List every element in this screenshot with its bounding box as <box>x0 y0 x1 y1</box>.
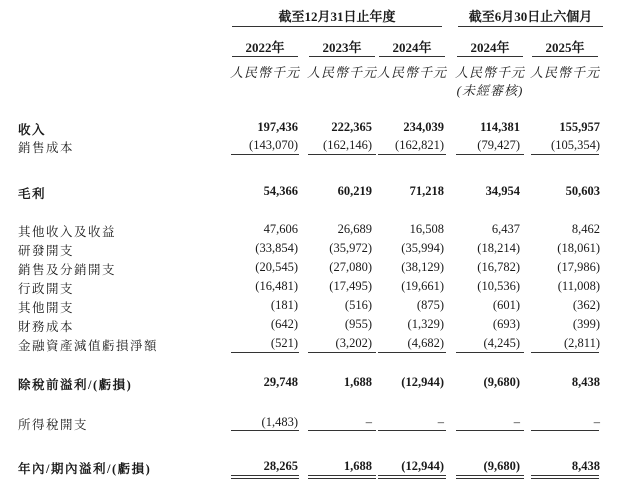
row-label: 研發開支 <box>18 244 75 258</box>
cell-value: (12,944) <box>401 459 444 473</box>
row-label: 其他收入及收益 <box>18 225 117 239</box>
cell-value: (18,061) <box>557 241 600 255</box>
cell-value: (33,854) <box>255 241 298 255</box>
cell-value: – <box>593 415 600 429</box>
subtotal-rule <box>378 154 446 155</box>
total-double-rule <box>308 475 376 479</box>
header-h1-group: 截至6月30日止六個月 <box>468 9 593 24</box>
cell-value: 26,689 <box>337 222 372 236</box>
subtotal-rule <box>308 430 376 431</box>
cell-value: (12,944) <box>401 375 444 389</box>
column-unit: 人民幣千元 <box>376 65 447 80</box>
cell-value: 47,606 <box>263 222 298 236</box>
cell-value: (181) <box>270 298 298 312</box>
cell-value: (399) <box>572 317 600 331</box>
cell-value: (19,661) <box>401 279 444 293</box>
cell-value: (35,972) <box>329 241 372 255</box>
cell-value: (20,545) <box>255 260 298 274</box>
subtotal-rule <box>456 430 524 431</box>
cell-value: (601) <box>492 298 520 312</box>
cell-value: 60,219 <box>337 184 372 198</box>
column-year: 2024年 <box>392 40 432 55</box>
subtotal-rule <box>531 154 599 155</box>
cell-value: (642) <box>270 317 298 331</box>
column-year-rule <box>379 56 445 57</box>
row-label: 所得稅開支 <box>18 418 89 432</box>
cell-value: (4,682) <box>407 336 444 350</box>
column-year-rule <box>309 56 375 57</box>
cell-value: 71,218 <box>409 184 444 198</box>
cell-value: (516) <box>344 298 372 312</box>
row-label: 銷售及分銷開支 <box>18 263 117 277</box>
row-label: 金融資產減值虧損淨額 <box>18 339 159 353</box>
subtotal-rule <box>308 154 376 155</box>
cell-value: 222,365 <box>331 120 372 134</box>
column-unit: 人民幣千元 <box>229 65 300 80</box>
column-year: 2022年 <box>245 40 285 55</box>
column-year-rule <box>232 56 298 57</box>
cell-value: (143,070) <box>249 138 298 152</box>
column-unit: 人民幣千元 <box>454 65 525 80</box>
column-year-rule <box>457 56 523 57</box>
cell-value: (35,994) <box>401 241 444 255</box>
cell-value: (4,245) <box>483 336 520 350</box>
cell-value: (162,146) <box>323 138 372 152</box>
column-note: (未經審核) <box>456 83 524 98</box>
subtotal-rule <box>231 352 299 353</box>
cell-value: (2,811) <box>564 336 600 350</box>
subtotal-rule <box>531 430 599 431</box>
subtotal-rule <box>456 154 524 155</box>
cell-value: 8,438 <box>571 375 600 389</box>
cell-value: (875) <box>416 298 444 312</box>
cell-value: (1,483) <box>261 415 298 429</box>
total-double-rule <box>231 475 299 479</box>
row-label: 收入 <box>18 123 47 137</box>
total-double-rule <box>531 475 599 479</box>
cell-value: 8,462 <box>571 222 600 236</box>
cell-value: (38,129) <box>401 260 444 274</box>
cell-value: – <box>365 415 372 429</box>
row-label: 財務成本 <box>18 320 75 334</box>
cell-value: (17,986) <box>557 260 600 274</box>
cell-value: (11,008) <box>557 279 600 293</box>
cell-value: (16,782) <box>477 260 520 274</box>
column-year: 2023年 <box>322 40 362 55</box>
total-double-rule <box>378 475 446 479</box>
subtotal-rule <box>378 430 446 431</box>
row-label: 毛利 <box>18 187 47 201</box>
column-unit: 人民幣千元 <box>306 65 377 80</box>
cell-value: (9,680) <box>483 375 520 389</box>
column-year: 2025年 <box>545 40 585 55</box>
cell-value: – <box>513 415 520 429</box>
header-fy-group: 截至12月31日止年度 <box>278 9 396 24</box>
cell-value: 16,508 <box>409 222 444 236</box>
row-label: 除稅前溢利/(虧損) <box>18 378 133 392</box>
subtotal-rule <box>231 154 299 155</box>
column-year: 2024年 <box>470 40 510 55</box>
cell-value: (693) <box>492 317 520 331</box>
subtotal-rule <box>231 430 299 431</box>
cell-value: 28,265 <box>263 459 298 473</box>
cell-value: (362) <box>572 298 600 312</box>
row-label: 銷售成本 <box>18 141 75 155</box>
cell-value: 234,039 <box>403 120 444 134</box>
total-double-rule <box>456 475 524 479</box>
subtotal-rule <box>456 352 524 353</box>
row-label: 行政開支 <box>18 282 75 296</box>
cell-value: (17,495) <box>329 279 372 293</box>
column-unit: 人民幣千元 <box>529 65 600 80</box>
cell-value: (10,536) <box>477 279 520 293</box>
column-year-rule <box>532 56 598 57</box>
row-label: 其他開支 <box>18 301 75 315</box>
cell-value: 6,437 <box>491 222 520 236</box>
header-fy-rule <box>232 26 442 27</box>
cell-value: – <box>437 415 444 429</box>
cell-value: (79,427) <box>477 138 520 152</box>
cell-value: (955) <box>344 317 372 331</box>
subtotal-rule <box>531 352 599 353</box>
cell-value: (27,080) <box>329 260 372 274</box>
cell-value: (521) <box>270 336 298 350</box>
row-label: 年內/期內溢利/(虧損) <box>18 462 152 476</box>
cell-value: (18,214) <box>477 241 520 255</box>
cell-value: 1,688 <box>343 375 372 389</box>
cell-value: 50,603 <box>565 184 600 198</box>
cell-value: 29,748 <box>263 375 298 389</box>
cell-value: (16,481) <box>255 279 298 293</box>
cell-value: (162,821) <box>395 138 444 152</box>
cell-value: 8,438 <box>571 459 600 473</box>
cell-value: 1,688 <box>343 459 372 473</box>
cell-value: (9,680) <box>483 459 520 473</box>
cell-value: (105,354) <box>551 138 600 152</box>
cell-value: 114,381 <box>480 120 520 134</box>
header-h1-rule <box>458 26 603 27</box>
cell-value: 197,436 <box>257 120 298 134</box>
subtotal-rule <box>378 352 446 353</box>
cell-value: 155,957 <box>559 120 600 134</box>
cell-value: 54,366 <box>263 184 298 198</box>
cell-value: (3,202) <box>335 336 372 350</box>
cell-value: (1,329) <box>407 317 444 331</box>
cell-value: 34,954 <box>485 184 520 198</box>
subtotal-rule <box>308 352 376 353</box>
